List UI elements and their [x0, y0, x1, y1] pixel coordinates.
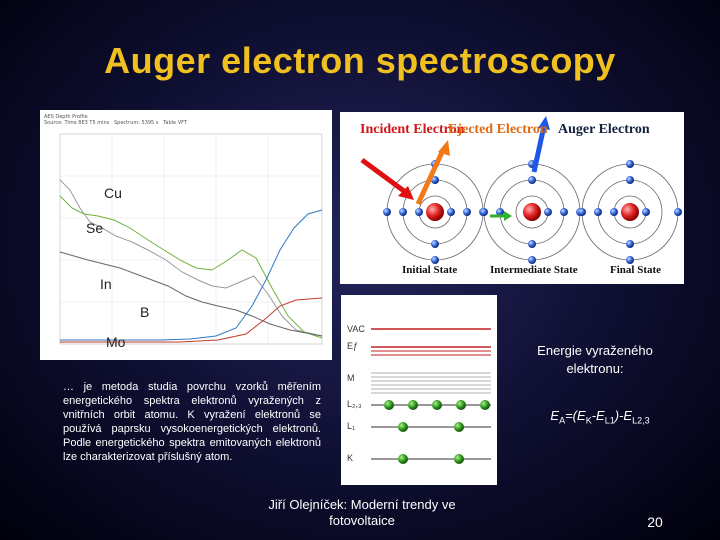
ejected-arrow — [418, 150, 443, 204]
description-text: … je metoda studia povrchu vzorků měřením energetického spektra elektronů vyražených z vnitřních orbit atomu. K vyražení elektronů se používá paprsku vysokoenergetických elektronů. Podle energetického spektra emitovaných elektronů lze charakterizovat příslušný atom. — [63, 381, 321, 463]
auger-process-diagram — [340, 112, 684, 284]
footer-text: Jiří Olejníček: Moderní trendy ve fotovoltaice — [268, 497, 456, 528]
label-in: In — [100, 276, 112, 292]
level-ef: Eƒ — [347, 341, 359, 351]
atom-initial — [383, 160, 487, 264]
state-initial: Initial State — [402, 264, 458, 276]
state-final: Final State — [610, 264, 662, 276]
auger-diagram-canvas — [340, 112, 684, 284]
plot-header: AES Depth Profile Source: Time 8E3 T5 mins Spectrum: 5395 s Table VFT — [44, 114, 187, 126]
level-electrons — [384, 400, 490, 464]
plot-canvas — [40, 110, 332, 360]
atom-intermediate — [480, 160, 584, 264]
label-b: B — [140, 304, 150, 320]
label-cu: Cu — [104, 185, 122, 201]
depth-profile-plot — [40, 110, 332, 360]
series-in — [60, 252, 322, 336]
energy-level-diagram — [341, 295, 497, 485]
slide-title: Auger electron spectroscopy — [104, 40, 616, 81]
incident-label: Incident Electron — [360, 122, 465, 137]
label-mo: Mo — [106, 334, 126, 350]
level-k: K — [347, 453, 354, 463]
atom-final — [578, 160, 682, 264]
series-b — [60, 298, 322, 342]
level-m: M — [347, 373, 355, 383]
state-intermediate: Intermediate State — [490, 264, 578, 276]
incident-arrow — [362, 160, 408, 194]
energy-label: Energie vyraženého elektronu: — [537, 343, 653, 376]
level-l23: L₂,₃ — [347, 399, 362, 409]
level-vac: VAC — [347, 324, 365, 334]
auger-label: Auger Electron — [558, 122, 650, 137]
series-cu — [60, 180, 322, 336]
level-l1: L₁ — [347, 421, 356, 431]
energy-formula: $E_A=(E_K-E_{L1})-E_{L2,3}$ — [550, 408, 650, 426]
page-number: 20 — [647, 514, 663, 530]
label-se: Se — [86, 220, 104, 236]
ejected-label: Ejected Electron — [448, 122, 548, 137]
